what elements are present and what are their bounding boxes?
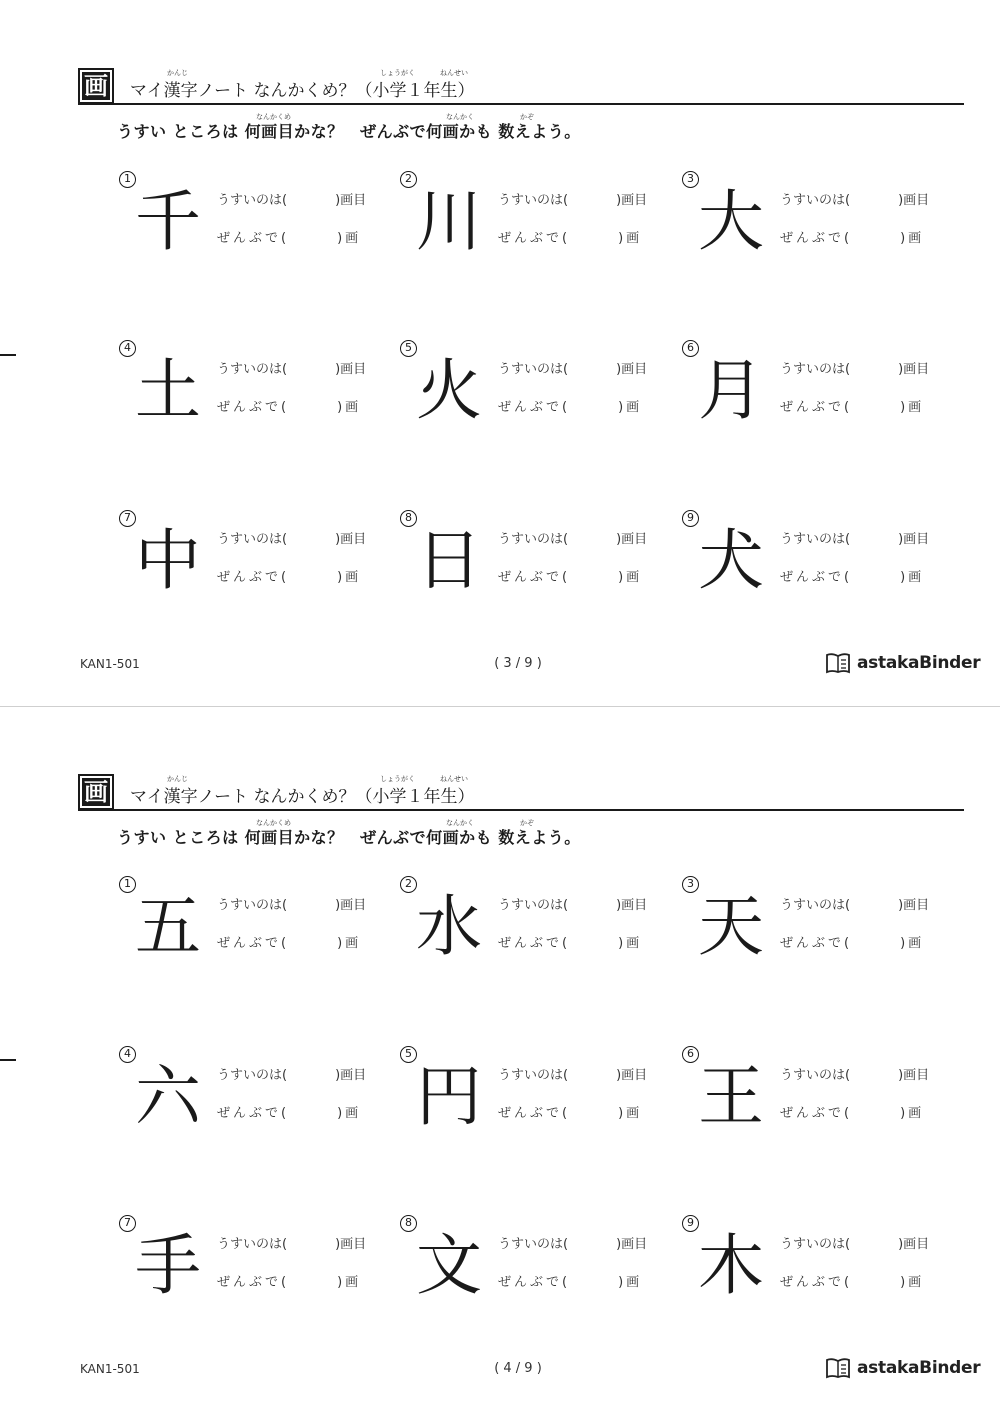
faint-stroke-question: うすいのは( )画目: [498, 362, 648, 377]
faint-stroke-question: うすいのは( )画目: [217, 532, 367, 547]
total-stroke-question: ぜんぶで( )画: [217, 231, 362, 246]
exercise-item: [682, 1046, 962, 1166]
ruby-shougaku: しょうがく: [380, 775, 415, 783]
item-number: 3: [682, 876, 699, 893]
exercise-item: [119, 171, 399, 291]
faint-stroke-question: うすいのは( )画目: [217, 193, 367, 208]
kanji-character: 千: [135, 183, 201, 260]
total-stroke-question: ぜんぶで( )画: [780, 570, 925, 585]
kanji-character: 月: [698, 352, 764, 429]
ruby-kanji: かんじ: [167, 775, 188, 783]
faint-stroke-question: うすいのは( )画目: [780, 1068, 930, 1083]
worksheet-code: KAN1-501: [80, 657, 140, 671]
total-stroke-question: ぜんぶで( )画: [217, 1275, 362, 1290]
item-number: 5: [400, 340, 417, 357]
ruby-nankakume: なんかくめ: [256, 819, 291, 827]
exercise-item: [119, 1046, 399, 1166]
kanji-character: 土: [135, 352, 201, 429]
faint-stroke-question: うすいのは( )画目: [498, 1237, 648, 1252]
book-icon: [825, 1357, 851, 1379]
page-number: ( 3 / 9 ): [494, 656, 542, 671]
kanji-character: 六: [135, 1058, 201, 1135]
item-number: 9: [682, 510, 699, 527]
total-stroke-question: ぜんぶで( )画: [780, 1275, 925, 1290]
kanji-character: 火: [416, 352, 482, 429]
total-stroke-question: ぜんぶで( )画: [780, 400, 925, 415]
item-number: 2: [400, 171, 417, 188]
item-number: 6: [682, 1046, 699, 1063]
ruby-shougaku: しょうがく: [380, 69, 415, 77]
title-icon: 画: [78, 774, 114, 810]
kanji-character: 中: [135, 522, 201, 599]
faint-stroke-question: うすいのは( )画目: [780, 898, 930, 913]
faint-stroke-question: うすいのは( )画目: [498, 898, 648, 913]
item-number: 8: [400, 1215, 417, 1232]
faint-stroke-question: うすいのは( )画目: [780, 362, 930, 377]
kanji-character: 円: [416, 1058, 482, 1135]
kanji-character: 大: [698, 183, 764, 260]
margin-mark: [0, 1059, 16, 1061]
ruby-nankaku: なんかく: [446, 819, 474, 827]
item-number: 7: [119, 1215, 136, 1232]
faint-stroke-question: うすいのは( )画目: [498, 1068, 648, 1083]
exercise-item: [682, 1215, 962, 1335]
item-number: 1: [119, 171, 136, 188]
faint-stroke-question: うすいのは( )画目: [217, 898, 367, 913]
kanji-character: 水: [416, 888, 482, 965]
brand-name: astakaBinder: [857, 653, 981, 673]
exercise-item: [400, 1046, 680, 1166]
item-number: 3: [682, 171, 699, 188]
kanji-character: 川: [416, 183, 482, 260]
total-stroke-question: ぜんぶで( )画: [498, 1275, 643, 1290]
kanji-character: 天: [698, 888, 764, 965]
ruby-nensei: ねんせい: [440, 69, 468, 77]
kanji-character: 手: [135, 1227, 201, 1304]
faint-stroke-question: うすいのは( )画目: [780, 193, 930, 208]
item-number: 4: [119, 340, 136, 357]
title-icon: 画: [78, 68, 114, 104]
worksheet-page: [0, 0, 1000, 700]
exercise-item: [119, 340, 399, 460]
item-number: 4: [119, 1046, 136, 1063]
item-number: 2: [400, 876, 417, 893]
exercise-item: [682, 340, 962, 460]
faint-stroke-question: うすいのは( )画目: [217, 1237, 367, 1252]
kanji-character: 五: [135, 888, 201, 965]
instruction: うすい ところは 何画目かな？ ぜんぶで何画かも 数えよう。: [117, 122, 581, 141]
item-number: 7: [119, 510, 136, 527]
exercise-item: [119, 1215, 399, 1335]
margin-mark: [0, 354, 16, 356]
worksheet-code: KAN1-501: [80, 1362, 140, 1376]
page-number: ( 4 / 9 ): [494, 1361, 542, 1376]
faint-stroke-question: うすいのは( )画目: [780, 532, 930, 547]
faint-stroke-question: うすいのは( )画目: [217, 362, 367, 377]
kanji-character: 文: [416, 1227, 482, 1304]
title-rule: [78, 809, 964, 811]
item-number: 6: [682, 340, 699, 357]
ruby-nensei: ねんせい: [440, 775, 468, 783]
kanji-character: 王: [698, 1058, 764, 1135]
faint-stroke-question: うすいのは( )画目: [498, 532, 648, 547]
ruby-nankaku: なんかく: [446, 113, 474, 121]
kanji-character: 日: [416, 522, 482, 599]
total-stroke-question: ぜんぶで( )画: [498, 231, 643, 246]
exercise-item: [682, 510, 962, 630]
total-stroke-question: ぜんぶで( )画: [217, 936, 362, 951]
page-title: マイ漢字ノート なんかくめ？（小学１年生）: [130, 787, 475, 807]
worksheet-page: [0, 706, 1000, 1406]
exercise-item: [682, 876, 962, 996]
exercise-item: [400, 876, 680, 996]
title-rule: [78, 103, 964, 105]
faint-stroke-question: うすいのは( )画目: [498, 193, 648, 208]
exercise-item: [400, 1215, 680, 1335]
item-number: 8: [400, 510, 417, 527]
total-stroke-question: ぜんぶで( )画: [498, 400, 643, 415]
kanji-character: 犬: [698, 522, 764, 599]
ruby-kanji: かんじ: [167, 69, 188, 77]
ruby-nankakume: なんかくめ: [256, 113, 291, 121]
faint-stroke-question: うすいのは( )画目: [217, 1068, 367, 1083]
exercise-item: [400, 171, 680, 291]
item-number: 1: [119, 876, 136, 893]
item-number: 5: [400, 1046, 417, 1063]
total-stroke-question: ぜんぶで( )画: [217, 570, 362, 585]
total-stroke-question: ぜんぶで( )画: [780, 936, 925, 951]
total-stroke-question: ぜんぶで( )画: [217, 400, 362, 415]
exercise-item: [682, 171, 962, 291]
total-stroke-question: ぜんぶで( )画: [498, 570, 643, 585]
ruby-kazu: かぞ: [520, 819, 534, 827]
brand-logo: [825, 652, 980, 674]
brand-logo: [825, 1357, 980, 1379]
faint-stroke-question: うすいのは( )画目: [780, 1237, 930, 1252]
brand-name: astakaBinder: [857, 1358, 981, 1378]
exercise-item: [400, 510, 680, 630]
kanji-character: 木: [698, 1227, 764, 1304]
exercise-item: [119, 510, 399, 630]
total-stroke-question: ぜんぶで( )画: [498, 936, 643, 951]
page-title: マイ漢字ノート なんかくめ？（小学１年生）: [130, 81, 475, 101]
item-number: 9: [682, 1215, 699, 1232]
total-stroke-question: ぜんぶで( )画: [780, 1106, 925, 1121]
ruby-kazu: かぞ: [520, 113, 534, 121]
instruction: うすい ところは 何画目かな？ ぜんぶで何画かも 数えよう。: [117, 828, 581, 847]
exercise-item: [400, 340, 680, 460]
total-stroke-question: ぜんぶで( )画: [217, 1106, 362, 1121]
exercise-item: [119, 876, 399, 996]
book-icon: [825, 652, 851, 674]
total-stroke-question: ぜんぶで( )画: [780, 231, 925, 246]
total-stroke-question: ぜんぶで( )画: [498, 1106, 643, 1121]
